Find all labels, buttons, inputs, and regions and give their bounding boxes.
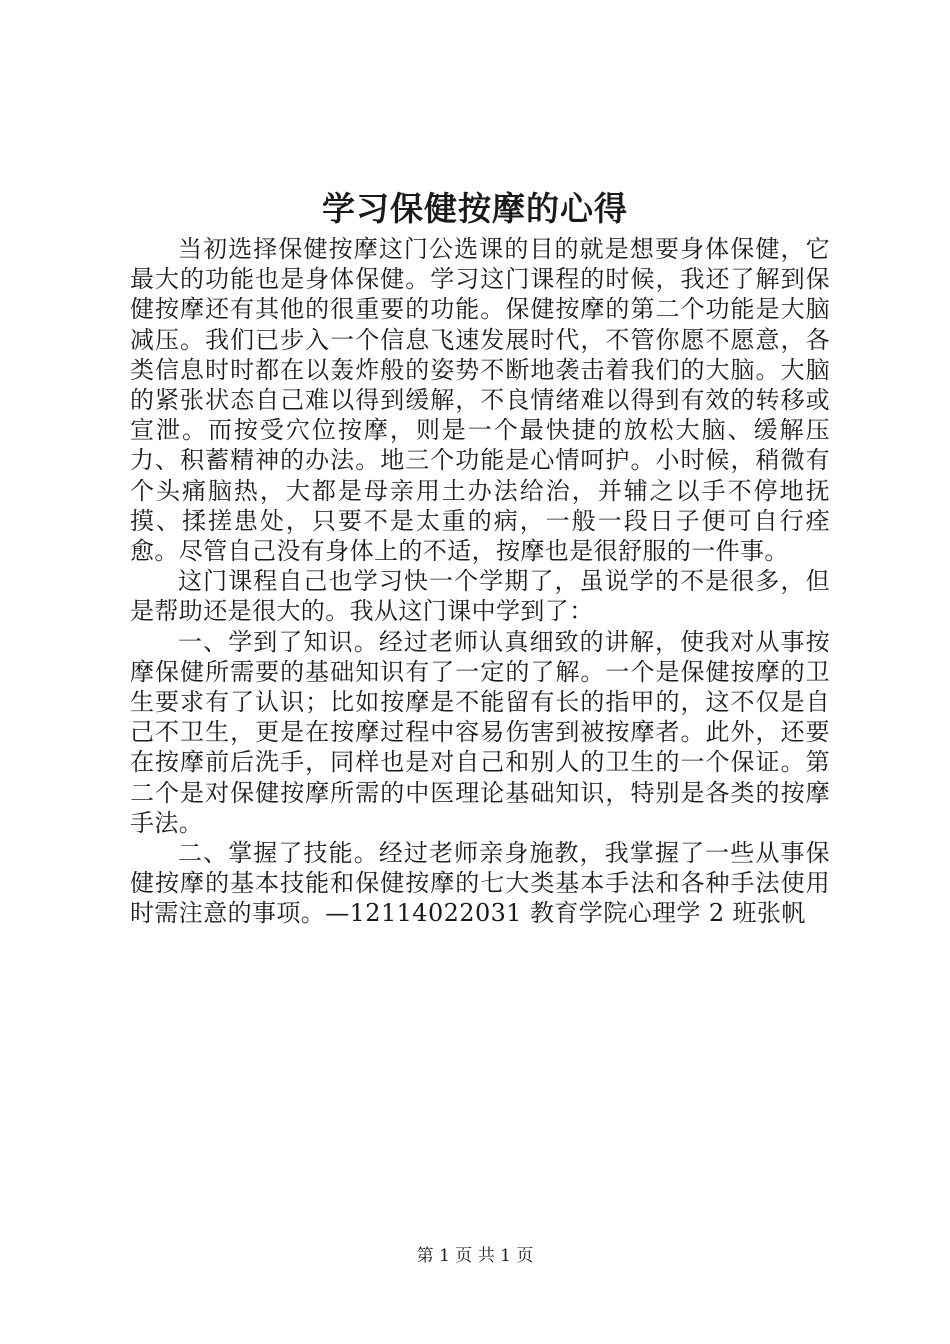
paragraph-1: 当初选择保健按摩这门公选课的目的就是想要身体保健，它最大的功能也是身体保健。学习这门课程的时候，我还了解到保健按摩还有其他的很重要的功能。保健按摩的第二个功能是大脑减压。我们已步入一个信息飞速发展时代，不管你愿不愿意，各类信息时时都在以轰炸般的姿势不断地袭击着我们的大脑。大脑的紧张状态自己难以得到缓解，不良情绪难以得到有效的转移或宣泄。而按受穴位按摩，则是一个最快捷的放松大脑、缓解压力、积蓄精神的办法。地三个功能是心情呵护。小时候，稍微有个头痛脑热，大都是母亲用土办法给治，并辅之以手不停地抚摸、揉搓患处，只要不是太重的病，一般一段日子便可自行痊愈。尽管自己没有身体上的不适，按摩也是很舒服的一件事。 (130, 235, 830, 566)
paragraph-2: 这门课程自己也学习快一个学期了，虽说学的不是很多，但是帮助还是很大的。我从这门课中学到了： (130, 567, 830, 626)
paragraph-3: 一、学到了知识。经过老师认真细致的讲解，使我对从事按摩保健所需要的基础知识有了一定的了解。一个是保健按摩的卫生要求有了认识；比如按摩是不能留有长的指甲的，这不仅是自己不卫生，更是在按摩过程中容易伤害到被按摩者。此外，还要在按摩前后洗手，同样也是对自己和别人的卫生的一个保证。第二个是对保健按摩所需的中医理论基础知识，特别是各类的按摩手法。 (130, 627, 830, 837)
paragraph-4: 二、掌握了技能。经过老师亲身施教，我掌握了一些从事保健按摩的基本技能和保健按摩的七大类基本手法和各种手法使用时需注意的事项。—12114022031 教育学院心理学 2 班张帆 (130, 839, 830, 928)
document-title: 学习保健按摩的心得 (322, 189, 628, 228)
page-footer: 第 1 页 共 1 页 (416, 1246, 534, 1266)
document-body (130, 234, 830, 929)
